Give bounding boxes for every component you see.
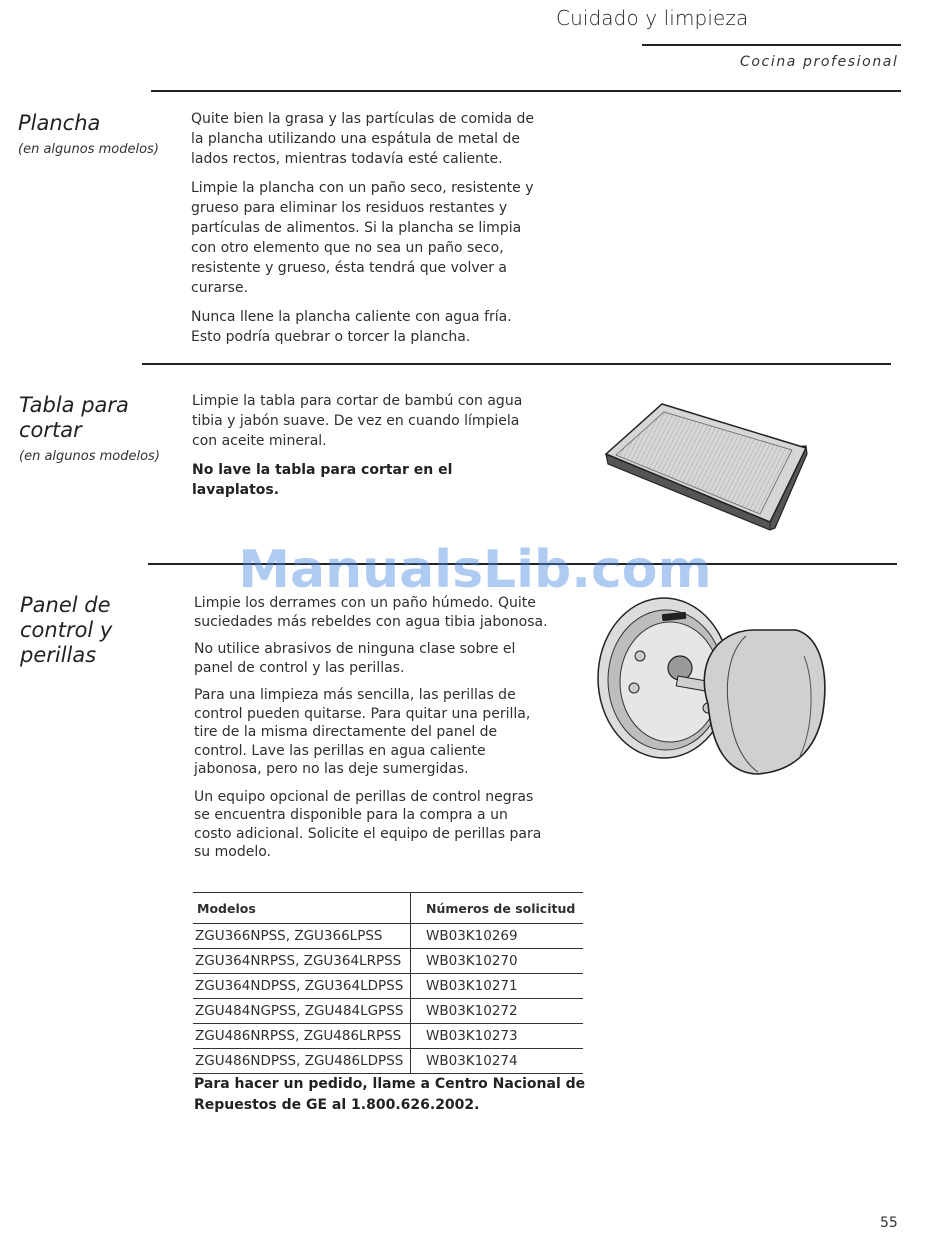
table-cell-order-number: WB03K10273 [411,1024,583,1049]
panel-paragraph: Para una limpieza más sencilla, las perillas de control pueden quitarse. Para quitar una perilla, tire de la misma directamente del panel de control. Lave las perillas en agua caliente jabonosa, pero no las deje sumergidas. [194,687,531,777]
section-title-panel: Panel de control y perillas [20,593,113,667]
panel-paragraph: No utilice abrasivos de ninguna clase sobre el panel de control y las perillas. [194,641,516,676]
section-note-tabla: (en algunos modelos) [19,449,160,464]
panel-paragraph: Un equipo opcional de perillas de control negras se encuentra disponible para la compra a un costo adicional. Solicite el equipo de perillas para su modelo. [194,788,542,860]
order-instructions: Para hacer un pedido, llame a Centro Nacional de Repuestos de GE al 1.800.626.2002. [194,1076,586,1113]
page-subtitle: Cocina profesional [740,54,899,70]
table-cell-order-number: WB03K10271 [411,974,583,999]
table-cell-model: ZGU486NRPSS, ZGU486LRPSS [193,1024,411,1049]
tabla-paragraph: Limpie la tabla para cortar de bambú con agua tibia y jabón suave. De vez en cuando límpiela con aceite mineral. [192,393,523,449]
header-divider [642,44,901,46]
watermark: ManualsLib.com [238,540,712,600]
section-note-plancha: (en algunos modelos) [18,142,159,157]
table-cell-model: ZGU366NPSS, ZGU366LPSS [193,924,411,949]
tabla-warning: No lave la tabla para cortar en el lavaplatos. [192,462,453,498]
cutting-board-illustration [600,398,815,533]
tabla-body [192,391,537,509]
table-row [193,1024,583,1049]
table-cell-model: ZGU486NDPSS, ZGU486LDPSS [193,1049,411,1074]
table-row [193,949,583,974]
table-cell-model: ZGU364NRPSS, ZGU364LRPSS [193,949,411,974]
page-number: 55 [880,1215,898,1231]
knob-kit-table [193,892,583,1074]
plancha-paragraph: Limpie la plancha con un paño seco, resistente y grueso para eliminar los residuos restantes y partículas de alimentos. Si la plancha se limpia con otro elemento que no sea un paño seco, resistente y grueso, ésta tendrá que volver a curarse. [191,180,534,296]
table-header-models: Modelos [193,893,411,924]
plancha-paragraph: Nunca llene la plancha caliente con agua fría. Esto podría quebrar o torcer la plancha. [191,309,512,345]
table-row [193,924,583,949]
table-header-row [193,893,583,924]
table-cell-order-number: WB03K10270 [411,949,583,974]
panel-paragraph: Limpie los derrames con un paño húmedo. Quite suciedades más rebeldes con agua tibia jabonosa. [194,595,548,630]
table-cell-order-number: WB03K10272 [411,999,583,1024]
section-divider [142,363,891,365]
page-title: Cuidado y limpieza [556,6,749,30]
table-header-order-numbers: Números de solicitud [411,893,583,924]
control-knob-illustration [596,596,832,786]
plancha-body [191,109,541,356]
section-divider [151,90,901,92]
table-cell-model: ZGU364NDPSS, ZGU364LDPSS [193,974,411,999]
section-title-tabla: Tabla para cortar [19,393,129,442]
table-row [193,999,583,1024]
table-cell-order-number: WB03K10269 [411,924,583,949]
table-cell-order-number: WB03K10274 [411,1049,583,1074]
table-cell-model: ZGU484NGPSS, ZGU484LGPSS [193,999,411,1024]
table-row [193,1049,583,1074]
plancha-paragraph: Quite bien la grasa y las partículas de comida de la plancha utilizando una espátula de metal de lados rectos, mientras todavía esté caliente. [191,111,534,167]
panel-body [194,594,549,871]
section-title-plancha: Plancha [18,111,101,135]
table-row [193,974,583,999]
